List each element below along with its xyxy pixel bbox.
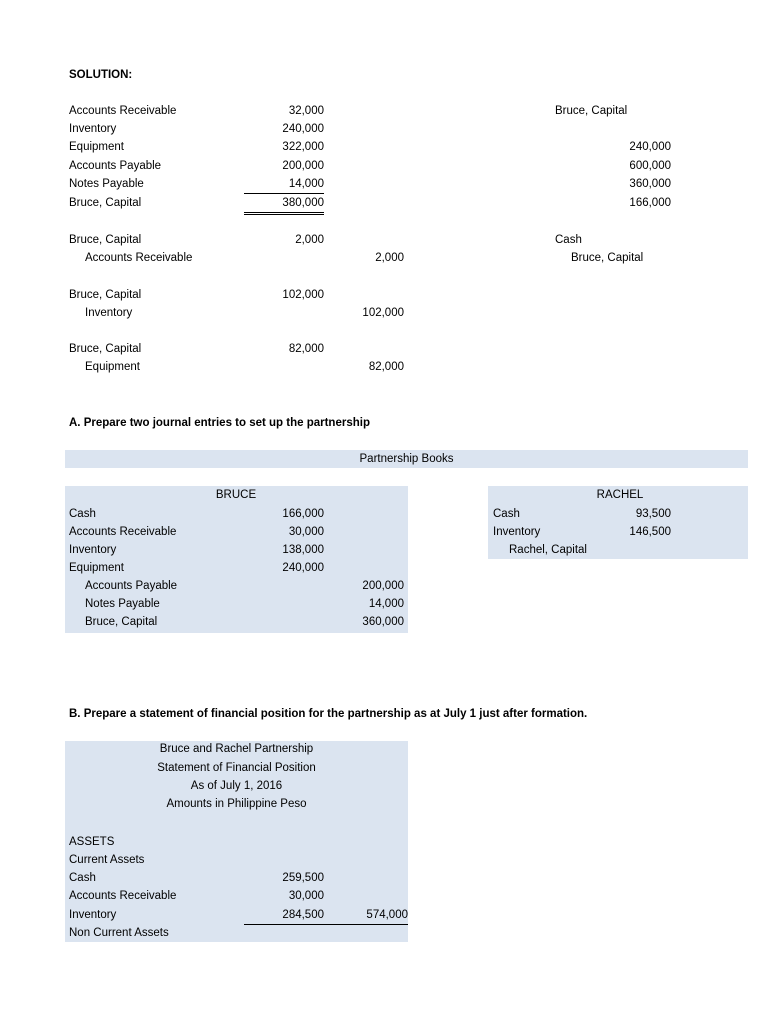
- entry2-credit: 2,000: [375, 252, 404, 264]
- entry3-debit: 102,000: [282, 289, 324, 301]
- part-a-heading: A. Prepare two journal entries to set up the partnership: [69, 417, 370, 429]
- bruce-credit-label: Bruce, Capital: [85, 616, 158, 628]
- entry1-label: Inventory: [69, 123, 117, 135]
- entry4-debit: 82,000: [288, 343, 324, 355]
- bruce-credit-label: Notes Payable: [85, 598, 160, 610]
- current-assets-label: Current Assets: [69, 854, 145, 866]
- entry3-credit-label: Inventory: [85, 307, 133, 319]
- rachel-debit-amount: 93,500: [635, 508, 671, 520]
- entry1-label: Bruce, Capital: [69, 197, 142, 209]
- rachel-debit-amount: 146,500: [629, 526, 671, 538]
- right-value: 166,000: [629, 197, 671, 209]
- entry2-debit-label: Bruce, Capital: [69, 234, 142, 246]
- current-assets-total: 574,000: [324, 906, 408, 925]
- entry3-debit-label: Bruce, Capital: [69, 289, 142, 301]
- statement-row-label: Inventory: [69, 909, 117, 921]
- entry1-total: 380,000: [244, 194, 324, 215]
- entry2-debit: 2,000: [295, 234, 324, 246]
- bruce-debit-amount: 240,000: [282, 562, 324, 574]
- rachel-title: RACHEL: [596, 489, 644, 501]
- statement-header-line: Amounts in Philippine Peso: [166, 798, 307, 810]
- right-value: 240,000: [629, 141, 671, 153]
- entry3-credit: 102,000: [362, 307, 404, 319]
- solution-heading: SOLUTION:: [69, 69, 133, 81]
- entry1-label: Notes Payable: [69, 178, 144, 190]
- entry1-label: Accounts Receivable: [69, 105, 177, 117]
- entry1-amount: 322,000: [282, 141, 324, 153]
- right-title: Bruce, Capital: [555, 105, 628, 117]
- right-value: 360,000: [629, 178, 671, 190]
- entry1-amount: 200,000: [282, 160, 324, 172]
- bruce-credit-label: Accounts Payable: [85, 580, 178, 592]
- statement-row-label: Cash: [69, 872, 96, 884]
- statement-row-amount: 259,500: [282, 872, 324, 884]
- entry1-label: Equipment: [69, 141, 124, 153]
- statement-row-label: Accounts Receivable: [69, 890, 177, 902]
- rachel-debit-label: Inventory: [493, 526, 541, 538]
- bruce-credit-amount: 360,000: [362, 616, 404, 628]
- statement-header-line: As of July 1, 2016: [190, 780, 283, 792]
- statement-row-amount: 30,000: [288, 890, 324, 902]
- assets-label: ASSETS: [69, 836, 115, 848]
- right-value: 600,000: [629, 160, 671, 172]
- right-entry-debit: Cash: [555, 234, 582, 246]
- non-current-assets-label: Non Current Assets: [69, 927, 169, 939]
- entry1-amount: 240,000: [282, 123, 324, 135]
- entry4-debit-label: Bruce, Capital: [69, 343, 142, 355]
- bruce-title: BRUCE: [215, 489, 257, 501]
- statement-header-line: Statement of Financial Position: [157, 762, 316, 774]
- entry2-credit-label: Accounts Receivable: [85, 252, 193, 264]
- rachel-debit-label: Cash: [493, 508, 520, 520]
- statement-header-line: Bruce and Rachel Partnership: [159, 743, 314, 755]
- bruce-credit-amount: 14,000: [368, 598, 404, 610]
- bruce-debit-amount: 30,000: [288, 526, 324, 538]
- bruce-debit-amount: 166,000: [282, 508, 324, 520]
- bruce-debit-label: Accounts Receivable: [69, 526, 177, 538]
- entry1-amount: 14,000: [244, 175, 324, 194]
- bruce-debit-amount: 138,000: [282, 544, 324, 556]
- rachel-credit-label: Rachel, Capital: [509, 544, 587, 556]
- bruce-debit-label: Inventory: [69, 544, 117, 556]
- entry1-amount: 32,000: [288, 105, 324, 117]
- part-b-heading: B. Prepare a statement of financial position for the partnership as at July 1 just after formation.: [69, 708, 588, 720]
- statement-row-amount: 284,500: [244, 906, 324, 925]
- right-entry-credit: Bruce, Capital: [571, 252, 644, 264]
- bruce-debit-label: Cash: [69, 508, 96, 520]
- entry4-credit: 82,000: [368, 361, 404, 373]
- bruce-debit-label: Equipment: [69, 562, 124, 574]
- bruce-credit-amount: 200,000: [362, 580, 404, 592]
- entry1-label: Accounts Payable: [69, 160, 162, 172]
- partnership-books-title: Partnership Books: [359, 453, 454, 465]
- entry4-credit-label: Equipment: [85, 361, 140, 373]
